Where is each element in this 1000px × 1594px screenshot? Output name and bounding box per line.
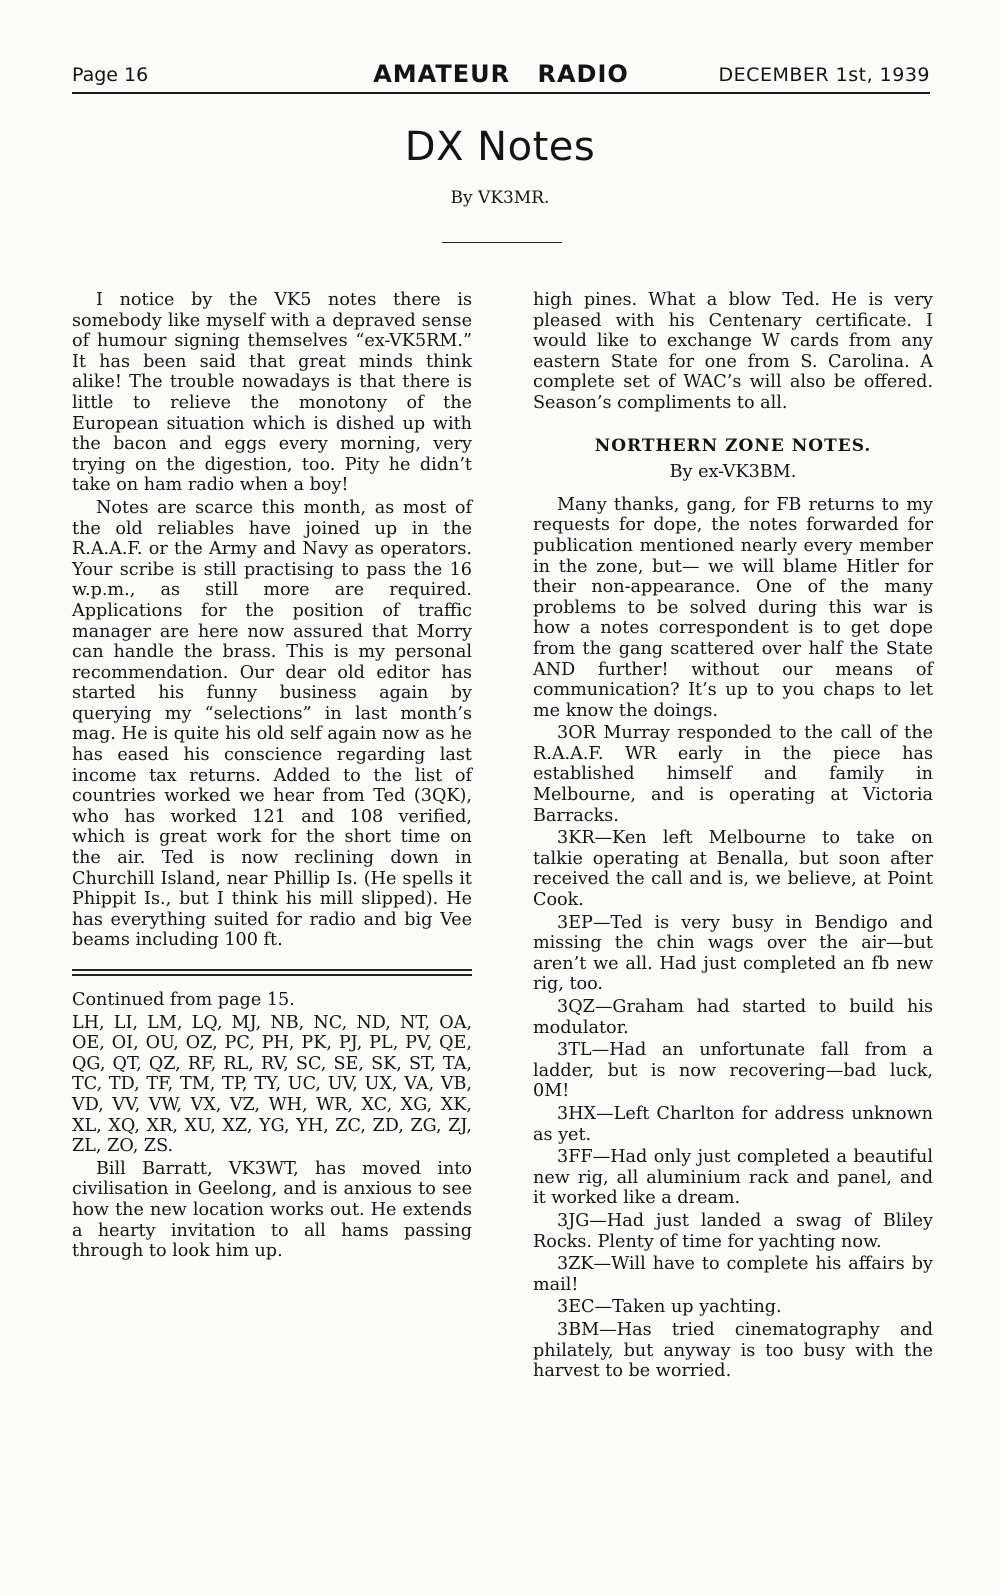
page-header	[72, 60, 930, 94]
paragraph: 3TL—Had an unfortunate fall from a ladder, but is now recovering—bad luck, 0M!	[533, 1040, 933, 1102]
paragraph: 3HX—Left Charlton for address unknown as yet.	[533, 1103, 933, 1145]
paragraph: Notes are scarce this month, as most of the old reliables have joined up in the R.A.A.F. or the Army and Navy as operators. Your scribe is still practising to pass the 16 w.p.m., as still more are required. Applications for the position of traffic manager are here now assured that Morry can handle the brass. This is my personal recommendation. Our dear old editor has started his funny business again by querying my “selections” in last month’s mag. He is quite his old self again now as he has eased his conscience regarding last income tax returns. Added to the list of countries worked we hear from Ted (3QK), who has worked 121 and 108 verified, which is great work for the short time on the air. Ted is now reclining down in Churchill Island, near Phillip Is. (He spells it Phippit Is., but I think his mill slipped). He has everything suited for radio and big Vee beams including 100 ft.	[72, 497, 472, 951]
paragraph: 3BM—Has tried cinematography and philately, but anyway is too busy with the harvest to be worried.	[533, 1319, 933, 1382]
paragraph: high pines. What a blow Ted. He is very pleased with his Centenary certificate. I would like to exchange W cards from any eastern State for one from S. Carolina. A complete set of WAC’s will also be offered. Season’s compliments to all.	[533, 290, 933, 413]
paragraph: Bill Barratt, VK3WT, has moved into civilisation in Geelong, and is anxious to see how the new location works out. He extends a hearty invitation to all hams passing through to look him up.	[72, 1158, 472, 1262]
paragraph: 3ZK—Will have to complete his affairs by mail!	[533, 1254, 933, 1295]
section-heading: NORTHERN ZONE NOTES.	[594, 435, 872, 456]
paragraph: 3EP—Ted is very busy in Bendigo and missing the chin wags over the air—but aren’t we all. Had just completed an fb new rig, too.	[533, 912, 933, 995]
double-rule-divider	[72, 969, 472, 976]
paragraph: 3EC—Taken up yachting.	[557, 1297, 782, 1318]
callsign-list: LH, LI, LM, LQ, MJ, NB, NC, ND, NT, OA, OE, OI, OU, OZ, PC, PH, PK, PJ, PL, PV, QE, QG, QT, QZ, RF, RL, RV, SC, SE, SK, ST, TA, TC, TD, TF, TM, TP, TY, UC, UV, UX, VA, VB, VD, VV, VW, VX, VZ, WH, WR, XC, XG, XK, XL, XQ, XR, XU, XZ, YG, YH, ZC, ZD, ZG, ZJ, ZL, ZO, ZS.	[72, 1012, 472, 1157]
section-byline: By ex-VK3BM.	[669, 462, 797, 483]
paragraph: 3JG—Had just landed a swag of Bliley Rocks. Plenty of time for yachting now.	[533, 1210, 933, 1252]
article-title: DX Notes	[404, 124, 596, 170]
issue-date: DECEMBER 1st, 1939	[718, 64, 930, 86]
continued-note: Continued from page 15.	[72, 990, 295, 1010]
paragraph: 3QZ—Graham had started to build his modulator.	[533, 997, 933, 1038]
paragraph: 3OR Murray responded to the call of the R.A.A.F. WR early in the piece has established himself and family in Melbourne, and is operating at Victoria Barracks.	[533, 723, 933, 826]
paragraph: Many thanks, gang, for FB returns to my requests for dope, the notes forwarded for publication mentioned nearly every member in the zone, but— we will blame Hitler for their non-appearance. One of the many problems to be solved during this war is how a notes correspondent is to get dope from the gang scattered over half the State AND further! without our means of communication? It’s up to you chaps to let me know the doings.	[533, 494, 933, 721]
paragraph: I notice by the VK5 notes there is somebody like myself with a depraved sense of humour signing themselves “ex-VK5RM.” It has been said that great minds think alike! The trouble nowadays is that there is little to relieve the monotony of the European situation which is dished up with the bacon and eggs every morning, very trying on the digestion, too. Pity he didn’t take on ham radio when a boy!	[72, 290, 472, 496]
paragraph: 3FF—Had only just completed a beautiful new rig, all aluminium rack and panel, and it worked like a dream.	[533, 1147, 933, 1209]
left-column	[72, 290, 472, 1264]
right-column	[533, 290, 933, 1384]
title-divider	[442, 242, 562, 243]
page-number: Page 16	[72, 64, 149, 86]
paragraph: 3KR—Ken left Melbourne to take on talkie operating at Benalla, but soon after received the call and is, we believe, at Point Cook.	[533, 828, 933, 911]
magazine-title: AMATEUR RADIO	[373, 60, 629, 88]
article-byline: By VK3MR.	[450, 188, 550, 208]
